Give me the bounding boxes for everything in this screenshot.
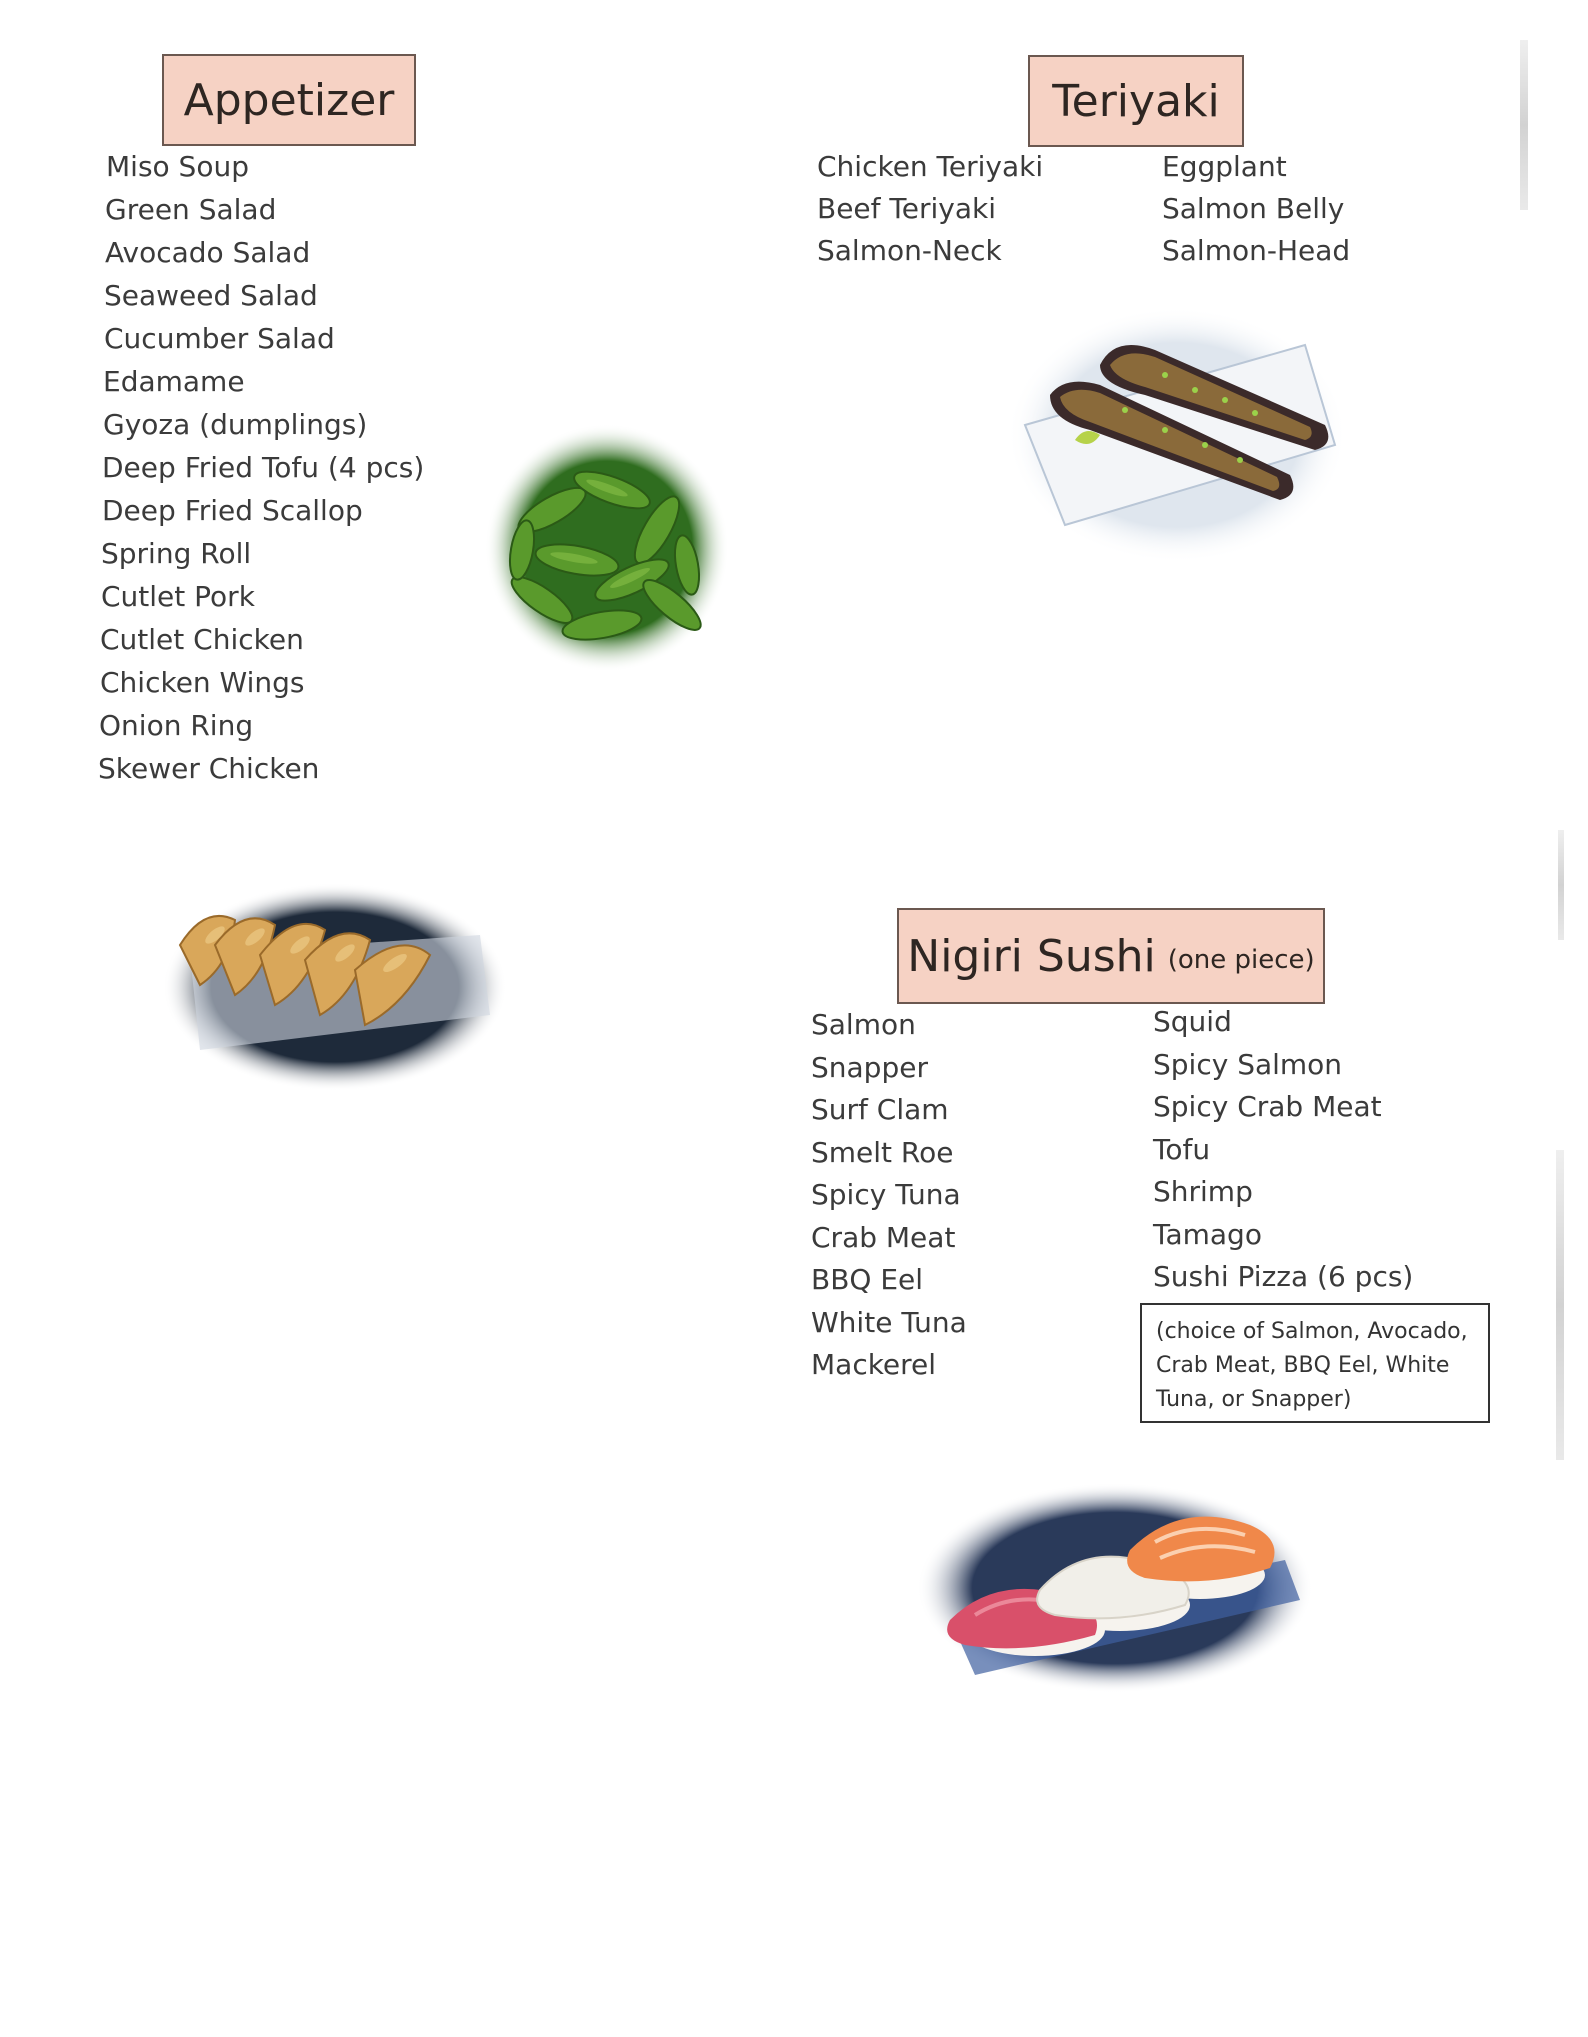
list-item: Cutlet Pork bbox=[101, 580, 255, 613]
teriyaki-left-list bbox=[817, 150, 1043, 276]
note-line: Tuna, or Snapper) bbox=[1156, 1387, 1352, 1412]
list-item: Cutlet Chicken bbox=[100, 623, 304, 656]
list-item: Miso Soup bbox=[106, 150, 249, 183]
list-item: Deep Fried Tofu (4 pcs) bbox=[102, 451, 425, 484]
list-item: Onion Ring bbox=[99, 709, 254, 742]
note-line: (choice of Salmon, Avocado, bbox=[1156, 1319, 1468, 1344]
teriyaki-header bbox=[1028, 55, 1244, 147]
list-item: Beef Teriyaki bbox=[817, 192, 997, 225]
scan-edge-streak bbox=[1520, 40, 1528, 210]
list-item: Skewer Chicken bbox=[98, 752, 320, 785]
nigiri-header bbox=[897, 908, 1325, 1004]
list-item: Seaweed Salad bbox=[104, 279, 318, 312]
scan-edge-streak bbox=[1558, 830, 1564, 940]
list-item: Tofu bbox=[1153, 1132, 1211, 1166]
list-item: Surf Clam bbox=[811, 1093, 949, 1126]
list-item: Spicy Salmon bbox=[1153, 1047, 1343, 1081]
gyoza-photo bbox=[160, 875, 510, 1095]
list-item: Deep Fried Scallop bbox=[102, 494, 363, 527]
list-item: Crab Meat bbox=[811, 1220, 956, 1254]
list-item: Sushi Pizza (6 pcs) bbox=[1153, 1260, 1414, 1293]
list-item: Smelt Roe bbox=[811, 1135, 954, 1169]
list-item: White Tuna bbox=[811, 1305, 967, 1339]
list-item: Shrimp bbox=[1153, 1175, 1253, 1208]
teriyaki-right-list bbox=[1162, 150, 1350, 276]
list-item: Gyoza (dumplings) bbox=[103, 408, 368, 441]
list-item: Eggplant bbox=[1162, 150, 1287, 183]
teriyaki-title: Teriyaki bbox=[1052, 75, 1220, 127]
appetizer-title: Appetizer bbox=[183, 74, 395, 126]
list-item: Salmon bbox=[811, 1008, 916, 1041]
eggplant-photo bbox=[1005, 305, 1350, 565]
list-item: Chicken Wings bbox=[100, 666, 305, 699]
list-item: Edamame bbox=[103, 365, 245, 398]
appetizer-list bbox=[98, 150, 425, 795]
list-item: Spicy Crab Meat bbox=[1153, 1090, 1382, 1123]
list-item: Avocado Salad bbox=[105, 236, 311, 269]
list-item: Snapper bbox=[811, 1050, 928, 1084]
list-item: Tamago bbox=[1153, 1217, 1262, 1251]
appetizer-header bbox=[162, 54, 416, 146]
sushi-pizza-note bbox=[1140, 1303, 1490, 1423]
list-item: Squid bbox=[1153, 1005, 1232, 1038]
nigiri-right-list bbox=[1153, 1005, 1413, 1303]
list-item: Salmon-Head bbox=[1162, 234, 1351, 267]
edamame-photo bbox=[482, 420, 732, 675]
list-item: Cucumber Salad bbox=[104, 322, 335, 355]
nigiri-photo bbox=[915, 1480, 1315, 1695]
nigiri-subtitle: (one piece) bbox=[1167, 945, 1315, 975]
list-item: Spring Roll bbox=[101, 537, 252, 570]
list-item: Salmon Belly bbox=[1162, 192, 1345, 225]
note-line: Crab Meat, BBQ Eel, White bbox=[1156, 1353, 1450, 1378]
list-item: Spicy Tuna bbox=[811, 1178, 961, 1211]
list-item: Green Salad bbox=[105, 193, 277, 226]
list-item: Mackerel bbox=[811, 1348, 937, 1381]
list-item: Salmon-Neck bbox=[817, 234, 1002, 267]
nigiri-title: Nigiri Sushi bbox=[907, 930, 1156, 982]
scan-edge-streak bbox=[1556, 1150, 1564, 1460]
list-item: Chicken Teriyaki bbox=[817, 150, 1044, 183]
list-item: BBQ Eel bbox=[811, 1263, 924, 1296]
nigiri-left-list bbox=[811, 1008, 967, 1391]
